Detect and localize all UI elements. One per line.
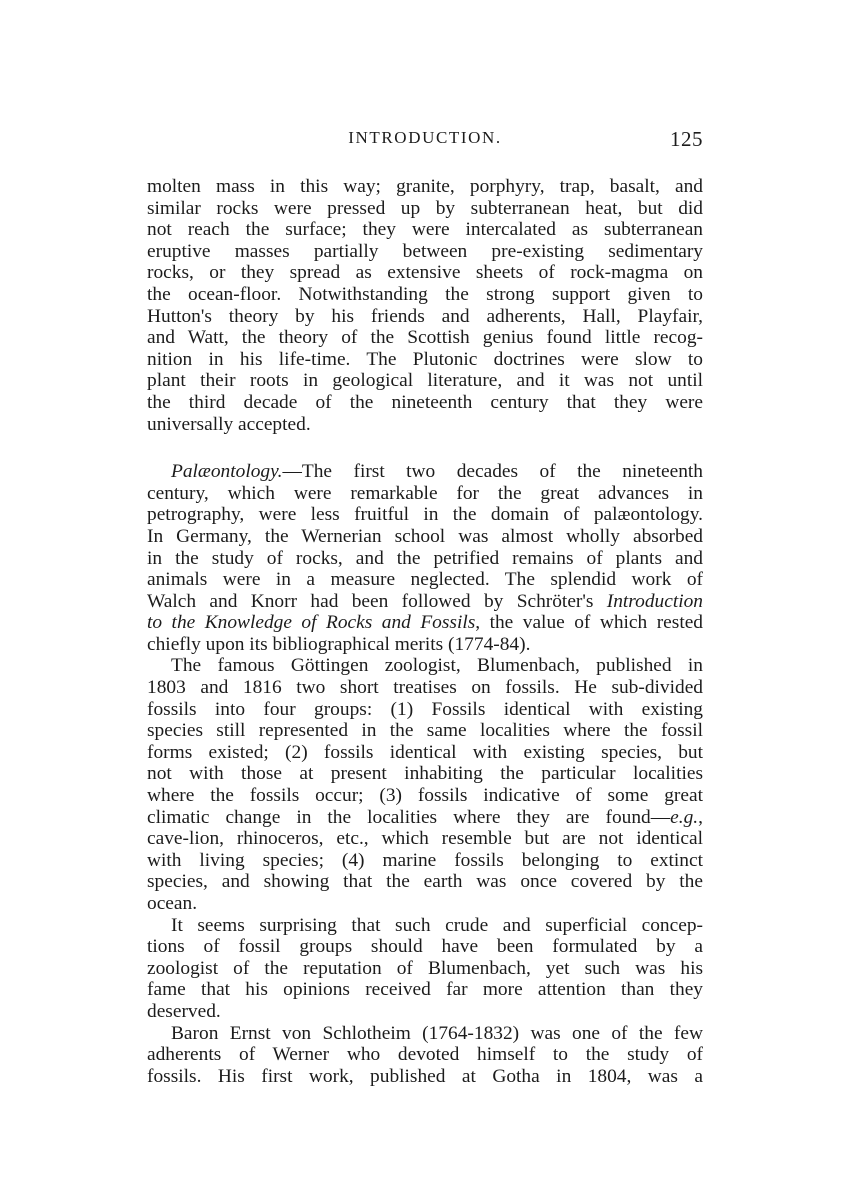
text-line: rocks, or they spread as extensive sheets of rock-magma on bbox=[147, 262, 703, 284]
text-line: and Watt, the theory of the Scottish genius found little recog- bbox=[147, 327, 703, 349]
text-line: tions of fossil groups should have been formulated by a bbox=[147, 936, 703, 958]
text-line: universally accepted. bbox=[147, 413, 311, 435]
paragraph-schlotheim bbox=[147, 1023, 703, 1088]
text-run: climatic change in the localities where they are found— bbox=[147, 806, 671, 828]
text-line: animals were in a measure neglected. The splendid work of bbox=[147, 569, 703, 591]
text-line: 1803 and 1816 two short treatises on fossils. He sub-divided bbox=[147, 677, 703, 699]
book-title: Introduction bbox=[606, 590, 703, 612]
paragraph-plutonic-doctrines bbox=[147, 176, 703, 435]
text-line: the ocean-floor. Notwithstanding the strong support given to bbox=[147, 283, 703, 305]
text-line: ocean. bbox=[147, 893, 198, 914]
text-run: —The first two decades of the nineteenth bbox=[282, 461, 703, 483]
paragraph-crude-conceptions bbox=[147, 915, 703, 1023]
text-line: not reach the surface; they were intercalated as subterranean bbox=[147, 219, 703, 241]
text-line bbox=[147, 591, 703, 613]
page-number: 125 bbox=[670, 127, 703, 151]
text-line bbox=[147, 461, 703, 483]
text-line bbox=[147, 612, 703, 634]
section-gap bbox=[147, 435, 703, 461]
section-heading: Palæontology. bbox=[171, 461, 283, 483]
text-line: The famous Göttingen zoologist, Blumenbach, published in bbox=[171, 655, 703, 677]
text-line: not with those at present inhabiting the particular localities bbox=[147, 763, 703, 785]
text-run: Walch and Knorr had been followed by Schröter's bbox=[147, 590, 607, 612]
abbreviation: e.g. bbox=[670, 806, 699, 828]
text-line bbox=[147, 807, 703, 829]
body-text bbox=[147, 176, 703, 1087]
paragraph-palaeontology bbox=[147, 461, 703, 655]
text-line: forms existed; (2) fossils identical with existing species, but bbox=[147, 741, 703, 763]
text-run: , the value of which rested bbox=[475, 612, 704, 634]
text-line: century, which were remarkable for the great advances in bbox=[147, 482, 703, 504]
text-line: nition in his life-time. The Plutonic doctrines were slow to bbox=[147, 348, 703, 370]
text-line: chiefly upon its bibliographical merits (1774-84). bbox=[147, 633, 531, 655]
text-line: species still represented in the same localities where the fossil bbox=[147, 720, 703, 742]
text-line: Hutton's theory by his friends and adherents, Hall, Playfair, bbox=[147, 305, 703, 327]
text-line: where the fossils occur; (3) fossils indicative of some great bbox=[147, 785, 703, 807]
text-line: Baron Ernst von Schlotheim (1764-1832) was one of the few bbox=[171, 1022, 703, 1044]
text-line: molten mass in this way; granite, porphyry, trap, basalt, and bbox=[147, 176, 703, 197]
paragraph-blumenbach bbox=[147, 655, 703, 914]
text-line: fossils. His first work, published at Gotha in 1804, was a bbox=[147, 1065, 703, 1087]
text-line: It seems surprising that such crude and superficial concep- bbox=[171, 914, 703, 936]
running-title: INTRODUCTION. bbox=[348, 128, 502, 147]
text-line: fame that his opinions received far more attention than they bbox=[147, 979, 703, 1001]
text-line: In Germany, the Wernerian school was almost wholly absorbed bbox=[147, 525, 703, 547]
book-title: to the Knowledge of Rocks and Fossils bbox=[147, 612, 476, 634]
text-line: fossils into four groups: (1) Fossils identical with existing bbox=[147, 698, 703, 720]
text-line: similar rocks were pressed up by subterranean heat, but did bbox=[147, 197, 703, 219]
text-line: the third decade of the nineteenth century that they were bbox=[147, 391, 703, 413]
text-line: eruptive masses partially between pre-existing sedimentary bbox=[147, 240, 703, 262]
text-line: deserved. bbox=[147, 1000, 221, 1022]
text-line: cave-lion, rhinoceros, etc., which resemble but are not identical bbox=[147, 828, 703, 850]
text-line: with living species; (4) marine fossils belonging to extinct bbox=[147, 849, 703, 871]
running-head bbox=[147, 128, 703, 152]
text-line: plant their roots in geological literature, and it was not until bbox=[147, 370, 703, 392]
text-line: adherents of Werner who devoted himself to the study of bbox=[147, 1044, 703, 1066]
text-line: in the study of rocks, and the petrified remains of plants and bbox=[147, 547, 703, 569]
text-line: species, and showing that the earth was once covered by the bbox=[147, 871, 703, 893]
text-line: zoologist of the reputation of Blumenbach, yet such was his bbox=[147, 957, 703, 979]
text-run: , bbox=[698, 806, 703, 828]
text-line: petrography, were less fruitful in the domain of palæontology. bbox=[147, 504, 703, 526]
